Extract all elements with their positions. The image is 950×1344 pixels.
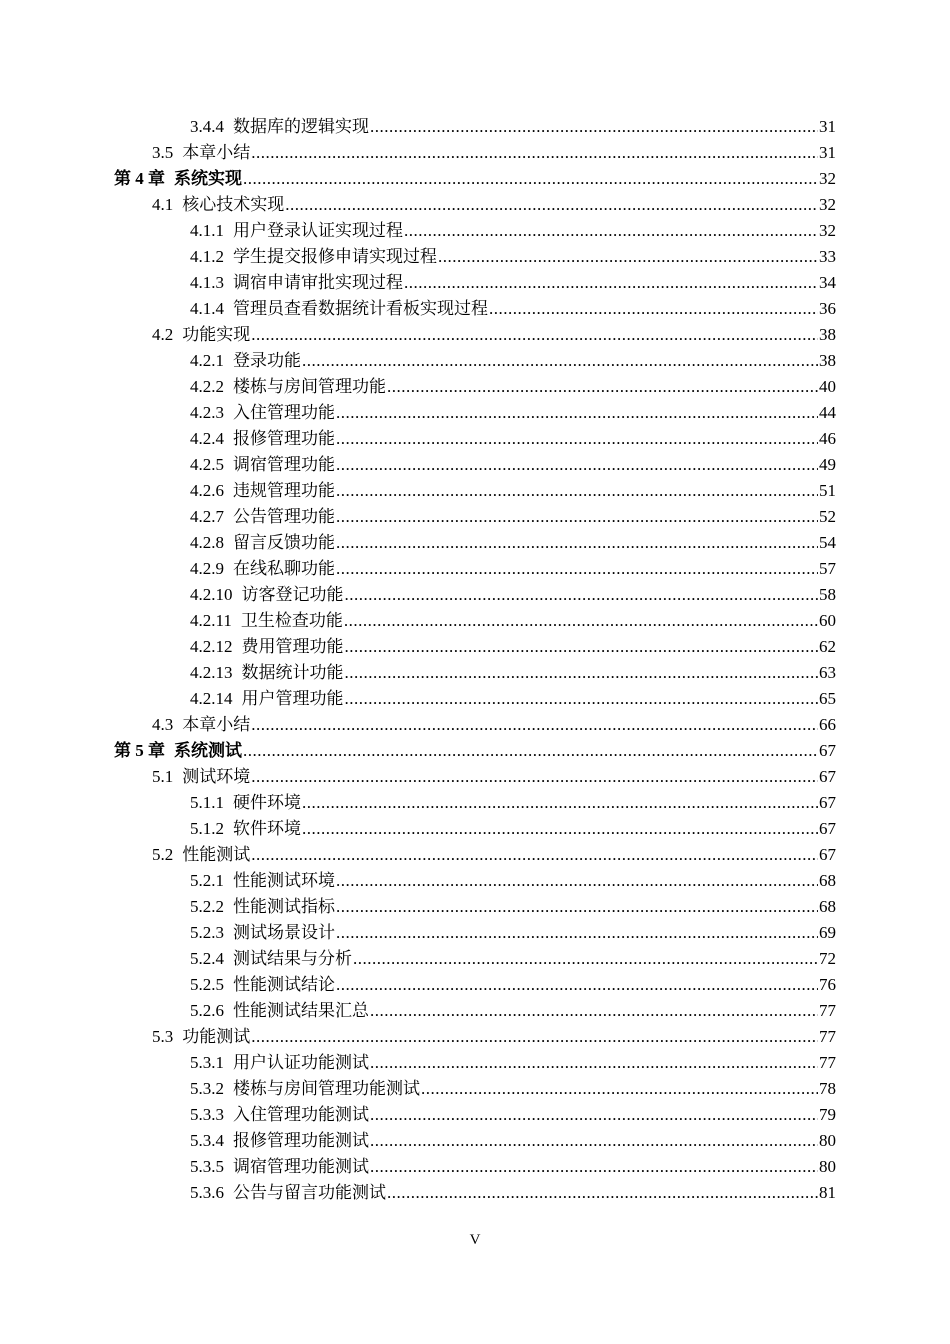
toc-entry-title: 楼栋与房间管理功能测试 xyxy=(233,1079,420,1098)
toc-chapter-entry[interactable] xyxy=(0,738,950,764)
toc-entry-number: 4.2.11 xyxy=(190,611,232,630)
toc-dot-leader xyxy=(336,868,818,894)
toc-entry-title: 测试环境 xyxy=(182,767,251,786)
toc-subsection-entry[interactable] xyxy=(0,1180,950,1206)
toc-entry-page: 68 xyxy=(819,897,836,916)
toc-dot-leader xyxy=(489,296,818,322)
toc-entry-number: 4.2.14 xyxy=(190,689,233,708)
toc-dot-leader xyxy=(285,192,818,218)
toc-entry-page: 63 xyxy=(819,663,836,682)
toc-entry-number: 5.2.3 xyxy=(190,923,224,942)
toc-dot-leader xyxy=(404,218,818,244)
toc-entry-number: 4.1.2 xyxy=(190,247,224,266)
toc-subsection-entry[interactable] xyxy=(0,660,950,686)
toc-entry-page: 51 xyxy=(819,481,836,500)
toc-entry-title: 功能测试 xyxy=(182,1027,251,1046)
toc-subsection-entry[interactable] xyxy=(0,374,950,400)
toc-entry-title: 管理员查看数据统计看板实现过程 xyxy=(233,299,488,318)
toc-entry-number: 5.1 xyxy=(152,767,174,786)
toc-entry-number: 5.3 xyxy=(152,1027,174,1046)
toc-subsection-entry[interactable] xyxy=(0,1050,950,1076)
toc-subsection-entry[interactable] xyxy=(0,400,950,426)
toc-section-entry[interactable] xyxy=(0,842,950,868)
toc-entry-page: 62 xyxy=(819,637,836,656)
toc-entry-number: 4.2.1 xyxy=(190,351,224,370)
toc-entry-page: 81 xyxy=(819,1183,836,1202)
toc-entry-number: 4.1.3 xyxy=(190,273,224,292)
toc-entry-number: 5.2.5 xyxy=(190,975,224,994)
toc-dot-leader xyxy=(336,530,818,556)
toc-dot-leader xyxy=(336,452,818,478)
toc-entry-title: 在线私聊功能 xyxy=(233,559,335,578)
toc-subsection-entry[interactable] xyxy=(0,556,950,582)
toc-entry-number: 3.5 xyxy=(152,143,174,162)
toc-entry-number: 4.1 xyxy=(152,195,174,214)
toc-subsection-entry[interactable] xyxy=(0,1128,950,1154)
toc-dot-leader xyxy=(370,1154,818,1180)
toc-entry-title: 费用管理功能 xyxy=(241,637,344,656)
toc-entry-number: 4.2.7 xyxy=(190,507,224,526)
toc-entry-title: 调宿申请审批实现过程 xyxy=(233,273,403,292)
toc-subsection-entry[interactable] xyxy=(0,1154,950,1180)
toc-dot-leader xyxy=(243,738,818,764)
toc-entry-page: 60 xyxy=(819,611,836,630)
toc-subsection-entry[interactable] xyxy=(0,608,950,634)
toc-subsection-entry[interactable] xyxy=(0,998,950,1024)
toc-entry-number: 5.3.4 xyxy=(190,1131,224,1150)
toc-entry-number: 4.2.5 xyxy=(190,455,224,474)
toc-subsection-entry[interactable] xyxy=(0,1076,950,1102)
toc-entry-number: 5.2.1 xyxy=(190,871,224,890)
toc-entry-page: 69 xyxy=(819,923,836,942)
toc-dot-leader xyxy=(251,140,818,166)
toc-subsection-entry[interactable] xyxy=(0,296,950,322)
toc-dot-leader xyxy=(353,946,818,972)
toc-dot-leader xyxy=(336,894,818,920)
toc-entry-title: 性能测试结论 xyxy=(233,975,335,994)
toc-entry-title: 核心技术实现 xyxy=(182,195,285,214)
toc-subsection-entry[interactable] xyxy=(0,478,950,504)
toc-entry-number: 5.1.2 xyxy=(190,819,224,838)
toc-subsection-entry[interactable] xyxy=(0,530,950,556)
toc-entry-title: 硬件环境 xyxy=(233,793,301,812)
toc-entry-page: 32 xyxy=(819,221,836,240)
toc-entry-number: 5.2.6 xyxy=(190,1001,224,1020)
toc-entry-title: 性能测试结果汇总 xyxy=(233,1001,369,1020)
toc-section-entry[interactable] xyxy=(0,192,950,218)
toc-entry-page: 76 xyxy=(819,975,836,994)
toc-dot-leader xyxy=(336,504,818,530)
toc-subsection-entry[interactable] xyxy=(0,790,950,816)
toc-entry-title: 楼栋与房间管理功能 xyxy=(233,377,386,396)
toc-entry-page: 36 xyxy=(819,299,836,318)
toc-dot-leader xyxy=(251,764,818,790)
toc-entry-page: 77 xyxy=(819,1001,836,1020)
toc-entry-title: 卫生检查功能 xyxy=(240,611,343,630)
toc-section-entry[interactable] xyxy=(0,322,950,348)
table-of-contents xyxy=(0,114,950,1206)
toc-entry-title: 系统实现 xyxy=(174,169,242,188)
toc-subsection-entry[interactable] xyxy=(0,946,950,972)
toc-entry-page: 34 xyxy=(819,273,836,292)
toc-dot-leader xyxy=(345,660,819,686)
toc-entry-page: 78 xyxy=(819,1079,836,1098)
toc-subsection-entry[interactable] xyxy=(0,452,950,478)
toc-entry-number: 第 4 章 xyxy=(114,169,165,188)
toc-entry-number: 5.2 xyxy=(152,845,174,864)
toc-section-entry[interactable] xyxy=(0,140,950,166)
toc-dot-leader xyxy=(251,842,818,868)
toc-entry-page: 31 xyxy=(819,117,836,136)
toc-subsection-entry[interactable] xyxy=(0,868,950,894)
toc-entry-page: 68 xyxy=(819,871,836,890)
toc-subsection-entry[interactable] xyxy=(0,920,950,946)
toc-entry-title: 报修管理功能 xyxy=(233,429,335,448)
toc-entry-number: 4.1.1 xyxy=(190,221,224,240)
toc-entry-number: 4.2.2 xyxy=(190,377,224,396)
toc-entry-title: 访客登记功能 xyxy=(241,585,344,604)
toc-subsection-entry[interactable] xyxy=(0,816,950,842)
toc-entry-number: 5.3.2 xyxy=(190,1079,224,1098)
toc-entry-title: 测试场景设计 xyxy=(233,923,335,942)
toc-entry-number: 5.3.1 xyxy=(190,1053,224,1072)
toc-entry-page: 80 xyxy=(819,1131,836,1150)
toc-entry-title: 违规管理功能 xyxy=(233,481,335,500)
toc-subsection-entry[interactable] xyxy=(0,114,950,140)
toc-entry-number: 4.3 xyxy=(152,715,174,734)
toc-entry-title: 入住管理功能测试 xyxy=(233,1105,369,1124)
toc-dot-leader xyxy=(336,556,818,582)
toc-entry-page: 65 xyxy=(819,689,836,708)
toc-dot-leader xyxy=(421,1076,818,1102)
toc-entry-title: 调宿管理功能 xyxy=(233,455,335,474)
toc-dot-leader xyxy=(370,1050,818,1076)
toc-dot-leader xyxy=(336,400,818,426)
toc-subsection-entry[interactable] xyxy=(0,686,950,712)
toc-chapter-entry[interactable] xyxy=(0,166,950,192)
toc-entry-title: 用户认证功能测试 xyxy=(233,1053,369,1072)
toc-entry-page: 46 xyxy=(819,429,836,448)
toc-subsection-entry[interactable] xyxy=(0,634,950,660)
toc-entry-title: 学生提交报修申请实现过程 xyxy=(233,247,437,266)
toc-dot-leader xyxy=(387,1180,818,1206)
toc-entry-title: 性能测试 xyxy=(182,845,251,864)
toc-dot-leader xyxy=(404,270,818,296)
toc-entry-number: 4.2.9 xyxy=(190,559,224,578)
toc-dot-leader xyxy=(336,478,818,504)
toc-dot-leader xyxy=(302,790,818,816)
toc-entry-title: 性能测试环境 xyxy=(233,871,335,890)
toc-entry-number: 4.2.12 xyxy=(190,637,233,656)
toc-entry-number: 3.4.4 xyxy=(190,117,224,136)
toc-entry-page: 58 xyxy=(819,585,836,604)
toc-entry-title: 软件环境 xyxy=(233,819,301,838)
toc-dot-leader xyxy=(251,712,818,738)
toc-entry-page: 44 xyxy=(819,403,836,422)
toc-dot-leader xyxy=(344,608,818,634)
toc-dot-leader xyxy=(438,244,818,270)
toc-subsection-entry[interactable] xyxy=(0,582,950,608)
toc-entry-page: 79 xyxy=(819,1105,836,1124)
toc-section-entry[interactable] xyxy=(0,764,950,790)
toc-entry-title: 用户登录认证实现过程 xyxy=(233,221,403,240)
toc-subsection-entry[interactable] xyxy=(0,218,950,244)
toc-dot-leader xyxy=(370,1102,818,1128)
toc-subsection-entry[interactable] xyxy=(0,426,950,452)
toc-entry-page: 67 xyxy=(819,767,836,786)
toc-entry-page: 32 xyxy=(819,169,836,188)
toc-entry-page: 66 xyxy=(819,715,836,734)
toc-dot-leader xyxy=(336,426,818,452)
toc-entry-page: 31 xyxy=(819,143,836,162)
toc-entry-title: 用户管理功能 xyxy=(241,689,344,708)
toc-dot-leader xyxy=(302,816,818,842)
toc-entry-number: 5.2.4 xyxy=(190,949,224,968)
toc-entry-number: 5.1.1 xyxy=(190,793,224,812)
toc-entry-number: 4.2.3 xyxy=(190,403,224,422)
toc-dot-leader xyxy=(336,920,818,946)
toc-entry-page: 32 xyxy=(819,195,836,214)
toc-entry-title: 系统测试 xyxy=(174,741,242,760)
toc-entry-title: 数据库的逻辑实现 xyxy=(233,117,369,136)
toc-entry-page: 38 xyxy=(819,325,836,344)
toc-entry-title: 入住管理功能 xyxy=(233,403,335,422)
toc-entry-number: 4.2.13 xyxy=(190,663,233,682)
toc-entry-page: 49 xyxy=(819,455,836,474)
toc-entry-number: 4.2.8 xyxy=(190,533,224,552)
toc-subsection-entry[interactable] xyxy=(0,348,950,374)
toc-entry-page: 67 xyxy=(819,793,836,812)
toc-entry-page: 33 xyxy=(819,247,836,266)
toc-subsection-entry[interactable] xyxy=(0,894,950,920)
toc-entry-page: 80 xyxy=(819,1157,836,1176)
toc-entry-page: 77 xyxy=(819,1027,836,1046)
toc-entry-page: 77 xyxy=(819,1053,836,1072)
toc-entry-number: 4.2.4 xyxy=(190,429,224,448)
toc-entry-page: 40 xyxy=(819,377,836,396)
toc-dot-leader xyxy=(251,322,818,348)
toc-dot-leader xyxy=(345,634,819,660)
toc-dot-leader xyxy=(302,348,818,374)
toc-entry-title: 测试结果与分析 xyxy=(233,949,352,968)
toc-entry-number: 5.3.5 xyxy=(190,1157,224,1176)
toc-dot-leader xyxy=(387,374,818,400)
toc-entry-number: 第 5 章 xyxy=(114,741,165,760)
toc-entry-page: 67 xyxy=(819,741,836,760)
toc-section-entry[interactable] xyxy=(0,1024,950,1050)
toc-subsection-entry[interactable] xyxy=(0,270,950,296)
toc-entry-title: 数据统计功能 xyxy=(241,663,344,682)
toc-dot-leader xyxy=(345,582,819,608)
toc-entry-page: 67 xyxy=(819,819,836,838)
toc-entry-title: 报修管理功能测试 xyxy=(233,1131,369,1150)
toc-dot-leader xyxy=(243,166,818,192)
toc-entry-title: 性能测试指标 xyxy=(233,897,335,916)
toc-dot-leader xyxy=(345,686,819,712)
toc-subsection-entry[interactable] xyxy=(0,244,950,270)
toc-subsection-entry[interactable] xyxy=(0,504,950,530)
toc-entry-title: 功能实现 xyxy=(182,325,251,344)
toc-entry-number: 4.2 xyxy=(152,325,174,344)
toc-dot-leader xyxy=(251,1024,818,1050)
toc-entry-page: 38 xyxy=(819,351,836,370)
toc-entry-number: 5.3.6 xyxy=(190,1183,224,1202)
toc-entry-title: 公告管理功能 xyxy=(233,507,335,526)
toc-entry-page: 54 xyxy=(819,533,836,552)
toc-entry-title: 留言反馈功能 xyxy=(233,533,335,552)
toc-subsection-entry[interactable] xyxy=(0,972,950,998)
toc-entry-title: 登录功能 xyxy=(233,351,301,370)
toc-dot-leader xyxy=(370,114,818,140)
toc-entry-title: 公告与留言功能测试 xyxy=(233,1183,386,1202)
toc-entry-page: 72 xyxy=(819,949,836,968)
toc-entry-title: 调宿管理功能测试 xyxy=(233,1157,369,1176)
toc-entry-number: 4.1.4 xyxy=(190,299,224,318)
toc-dot-leader xyxy=(370,1128,818,1154)
toc-dot-leader xyxy=(336,972,818,998)
toc-dot-leader xyxy=(370,998,818,1024)
toc-section-entry[interactable] xyxy=(0,712,950,738)
page-number: V xyxy=(469,1232,481,1248)
toc-entry-page: 52 xyxy=(819,507,836,526)
toc-entry-number: 5.3.3 xyxy=(190,1105,224,1124)
toc-entry-title: 本章小结 xyxy=(182,715,251,734)
toc-entry-number: 5.2.2 xyxy=(190,897,224,916)
toc-subsection-entry[interactable] xyxy=(0,1102,950,1128)
toc-entry-page: 57 xyxy=(819,559,836,578)
toc-entry-page: 67 xyxy=(819,845,836,864)
toc-entry-title: 本章小结 xyxy=(182,143,251,162)
toc-entry-number: 4.2.6 xyxy=(190,481,224,500)
toc-entry-number: 4.2.10 xyxy=(190,585,233,604)
